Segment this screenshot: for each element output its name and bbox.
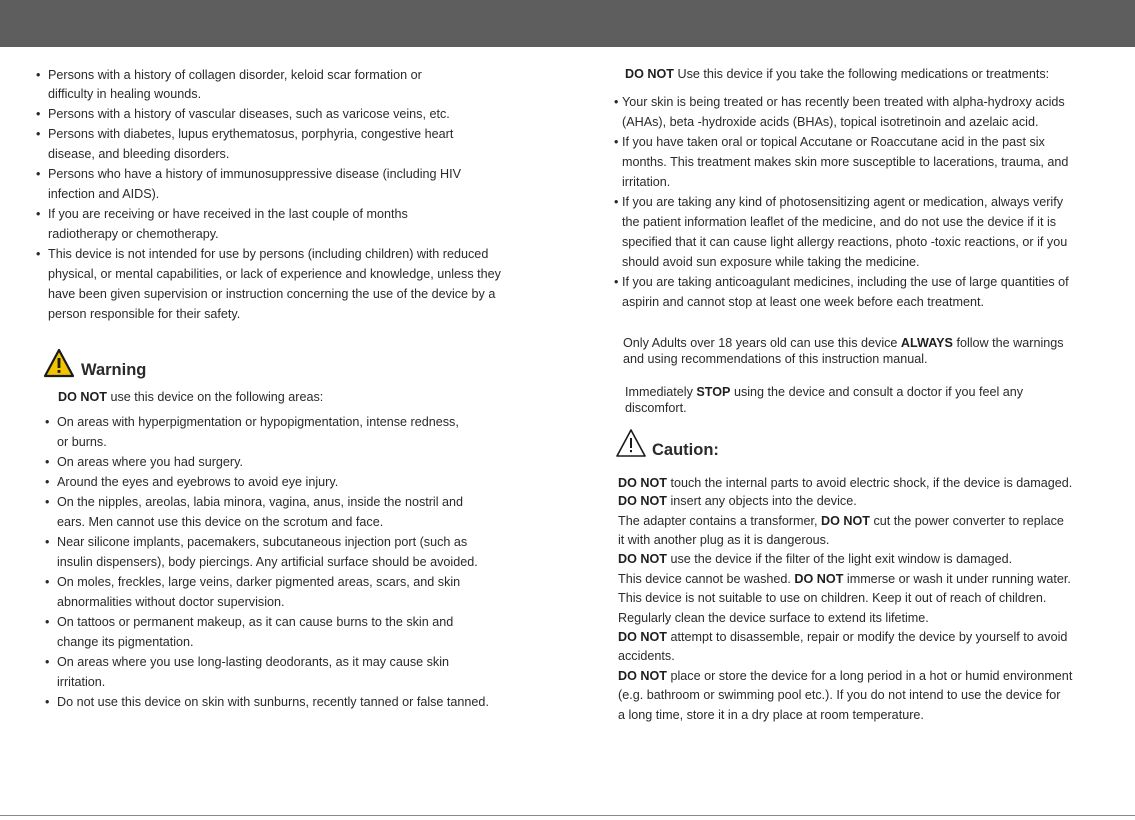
meds-item-2-cont: irritation. <box>622 175 671 189</box>
caution-line-12: (e.g. bathroom or swimming pool etc.). If you do not intend to use the device for <box>618 688 1061 702</box>
warning-item-1-cont: or burns. <box>57 435 107 449</box>
caution-line-10: accidents. <box>618 649 675 663</box>
intro-item-3: • Persons with diabetes, lupus erythematosus, porphyria, congestive heart <box>36 127 454 141</box>
warning-item-2: • On areas where you had surgery. <box>45 455 243 469</box>
meds-item-3-cont: specified that it can cause light allergy reactions, photo -toxic reactions, or if you <box>622 235 1068 249</box>
intro-item-6-cont: physical, or mental capabilities, or lack of experience and knowledge, unless they <box>48 267 501 281</box>
bullet: • <box>36 68 41 82</box>
meds-item-3-cont: should avoid sun exposure while taking the medicine. <box>622 255 920 269</box>
caution-line-5: DO NOT use the device if the filter of the light exit window is damaged. <box>618 552 1013 566</box>
bullet: • <box>614 135 619 149</box>
stop-notice: Immediately STOP using the device and consult a doctor if you feel any <box>625 385 1024 399</box>
bullet: • <box>36 167 41 181</box>
bullet: • <box>45 415 50 429</box>
intro-item-3-cont: disease, and bleeding disorders. <box>48 147 230 161</box>
bullet: • <box>36 247 41 261</box>
bullet: • <box>36 107 41 121</box>
intro-item-6-cont: person responsible for their safety. <box>48 307 241 321</box>
bullet: • <box>45 615 50 629</box>
top-bar <box>0 0 1135 47</box>
warning-item-4: • On the nipples, areolas, labia minora, vagina, anus, inside the nostril and <box>45 495 464 509</box>
caution-line-2: DO NOT insert any objects into the device. <box>618 494 857 508</box>
warning-heading: Warning <box>81 361 147 379</box>
warning-item-1: • On areas with hyperpigmentation or hypopigmentation, intense redness, <box>45 415 459 429</box>
warning-item-5: • Near silicone implants, pacemakers, subcutaneous injection port (such as <box>45 535 468 549</box>
caution-line-9: DO NOT attempt to disassemble, repair or modify the device by yourself to avoid <box>618 630 1068 644</box>
intro-item-5: • If you are receiving or have received in the last couple of months <box>36 207 408 221</box>
warning-item-4-cont: ears. Men cannot use this device on the scrotum and face. <box>57 515 384 529</box>
bullet: • <box>45 575 50 589</box>
caution-line-4: it with another plug as it is dangerous. <box>618 533 830 547</box>
caution-line-11: DO NOT place or store the device for a long period in a hot or humid environment <box>618 669 1073 683</box>
bullet: • <box>45 655 50 669</box>
caution-line-6: This device cannot be washed. DO NOT immerse or wash it under running water. <box>618 572 1071 586</box>
caution-line-8: Regularly clean the device surface to extend its lifetime. <box>618 611 929 625</box>
intro-item-1: • Persons with a history of collagen disorder, keloid scar formation or <box>36 68 422 82</box>
bullet: • <box>45 495 50 509</box>
meds-item-3-cont: the patient information leaflet of the medicine, and do not use the device if it is <box>622 215 1057 229</box>
adults-notice-cont: and using recommendations of this instruction manual. <box>623 352 928 366</box>
warning-item-6: • On moles, freckles, large veins, darker pigmented areas, scars, and skin <box>45 575 461 589</box>
stop-notice-cont: discomfort. <box>625 401 687 415</box>
bullet: • <box>45 455 50 469</box>
warning-item-3: • Around the eyes and eyebrows to avoid eye injury. <box>45 475 339 489</box>
caution-icon <box>615 428 647 458</box>
caution-line-3: The adapter contains a transformer, DO NOT cut the power converter to replace <box>618 514 1064 528</box>
warning-item-7-cont: change its pigmentation. <box>57 635 194 649</box>
caution-line-13: a long time, store it in a dry place at room temperature. <box>618 708 924 722</box>
warning-item-9: • Do not use this device on skin with sunburns, recently tanned or false tanned. <box>45 695 489 709</box>
bullet: • <box>36 207 41 221</box>
bullet: • <box>45 475 50 489</box>
intro-item-2: • Persons with a history of vascular diseases, such as varicose veins, etc. <box>36 107 450 121</box>
meds-item-2-cont: months. This treatment makes skin more susceptible to lacerations, trauma, and <box>622 155 1069 169</box>
caution-line-1: DO NOT touch the internal parts to avoid electric shock, if the device is damaged. <box>618 476 1073 490</box>
warning-item-8-cont: irritation. <box>57 675 106 689</box>
warning-item-6-cont: abnormalities without doctor supervision. <box>57 595 285 609</box>
meds-item-2: • If you have taken oral or topical Accutane or Roaccutane acid in the past six <box>614 135 1045 149</box>
adults-notice: Only Adults over 18 years old can use this device ALWAYS follow the warnings <box>623 336 1064 350</box>
bullet: • <box>45 695 50 709</box>
bullet: • <box>614 95 619 109</box>
meds-lead: DO NOT Use this device if you take the following medications or treatments: <box>625 67 1050 81</box>
intro-item-6: • This device is not intended for use by persons (including children) with reduced <box>36 247 489 261</box>
warning-item-5-cont: insulin dispensers), body piercings. Any artificial surface should be avoided. <box>57 555 478 569</box>
intro-item-1-cont: difficulty in healing wounds. <box>48 87 202 101</box>
meds-item-4: • If you are taking anticoagulant medicines, including the use of large quantities of <box>614 275 1069 289</box>
bullet: • <box>45 535 50 549</box>
warning-item-7: • On tattoos or permanent makeup, as it can cause burns to the skin and <box>45 615 454 629</box>
intro-item-6-cont: have been given supervision or instruction concerning the use of the device by a <box>48 287 496 301</box>
meds-item-1: • Your skin is being treated or has recently been treated with alpha-hydroxy acids <box>614 95 1065 109</box>
bullet: • <box>36 127 41 141</box>
caution-line-7: This device is not suitable to use on children. Keep it out of reach of children. <box>618 591 1047 605</box>
warning-lead: DO NOT use this device on the following areas: <box>58 390 324 404</box>
intro-item-4: • Persons who have a history of immunosuppressive disease (including HIV <box>36 167 461 181</box>
intro-item-4-cont: infection and AIDS). <box>48 187 160 201</box>
warning-icon <box>43 348 75 378</box>
meds-item-4-cont: aspirin and cannot stop at least one week before each treatment. <box>622 295 984 309</box>
meds-item-1-cont: (AHAs), beta -hydroxide acids (BHAs), topical isotretinoin and azelaic acid. <box>622 115 1039 129</box>
meds-item-3: • If you are taking any kind of photosensitizing agent or medication, always verify <box>614 195 1064 209</box>
warning-item-8: • On areas where you use long-lasting deodorants, as it may cause skin <box>45 655 450 669</box>
bullet: • <box>614 275 619 289</box>
bullet: • <box>614 195 619 209</box>
caution-heading: Caution: <box>652 441 719 459</box>
bottom-rule <box>0 815 1135 816</box>
intro-item-5-cont: radiotherapy or chemotherapy. <box>48 227 219 241</box>
